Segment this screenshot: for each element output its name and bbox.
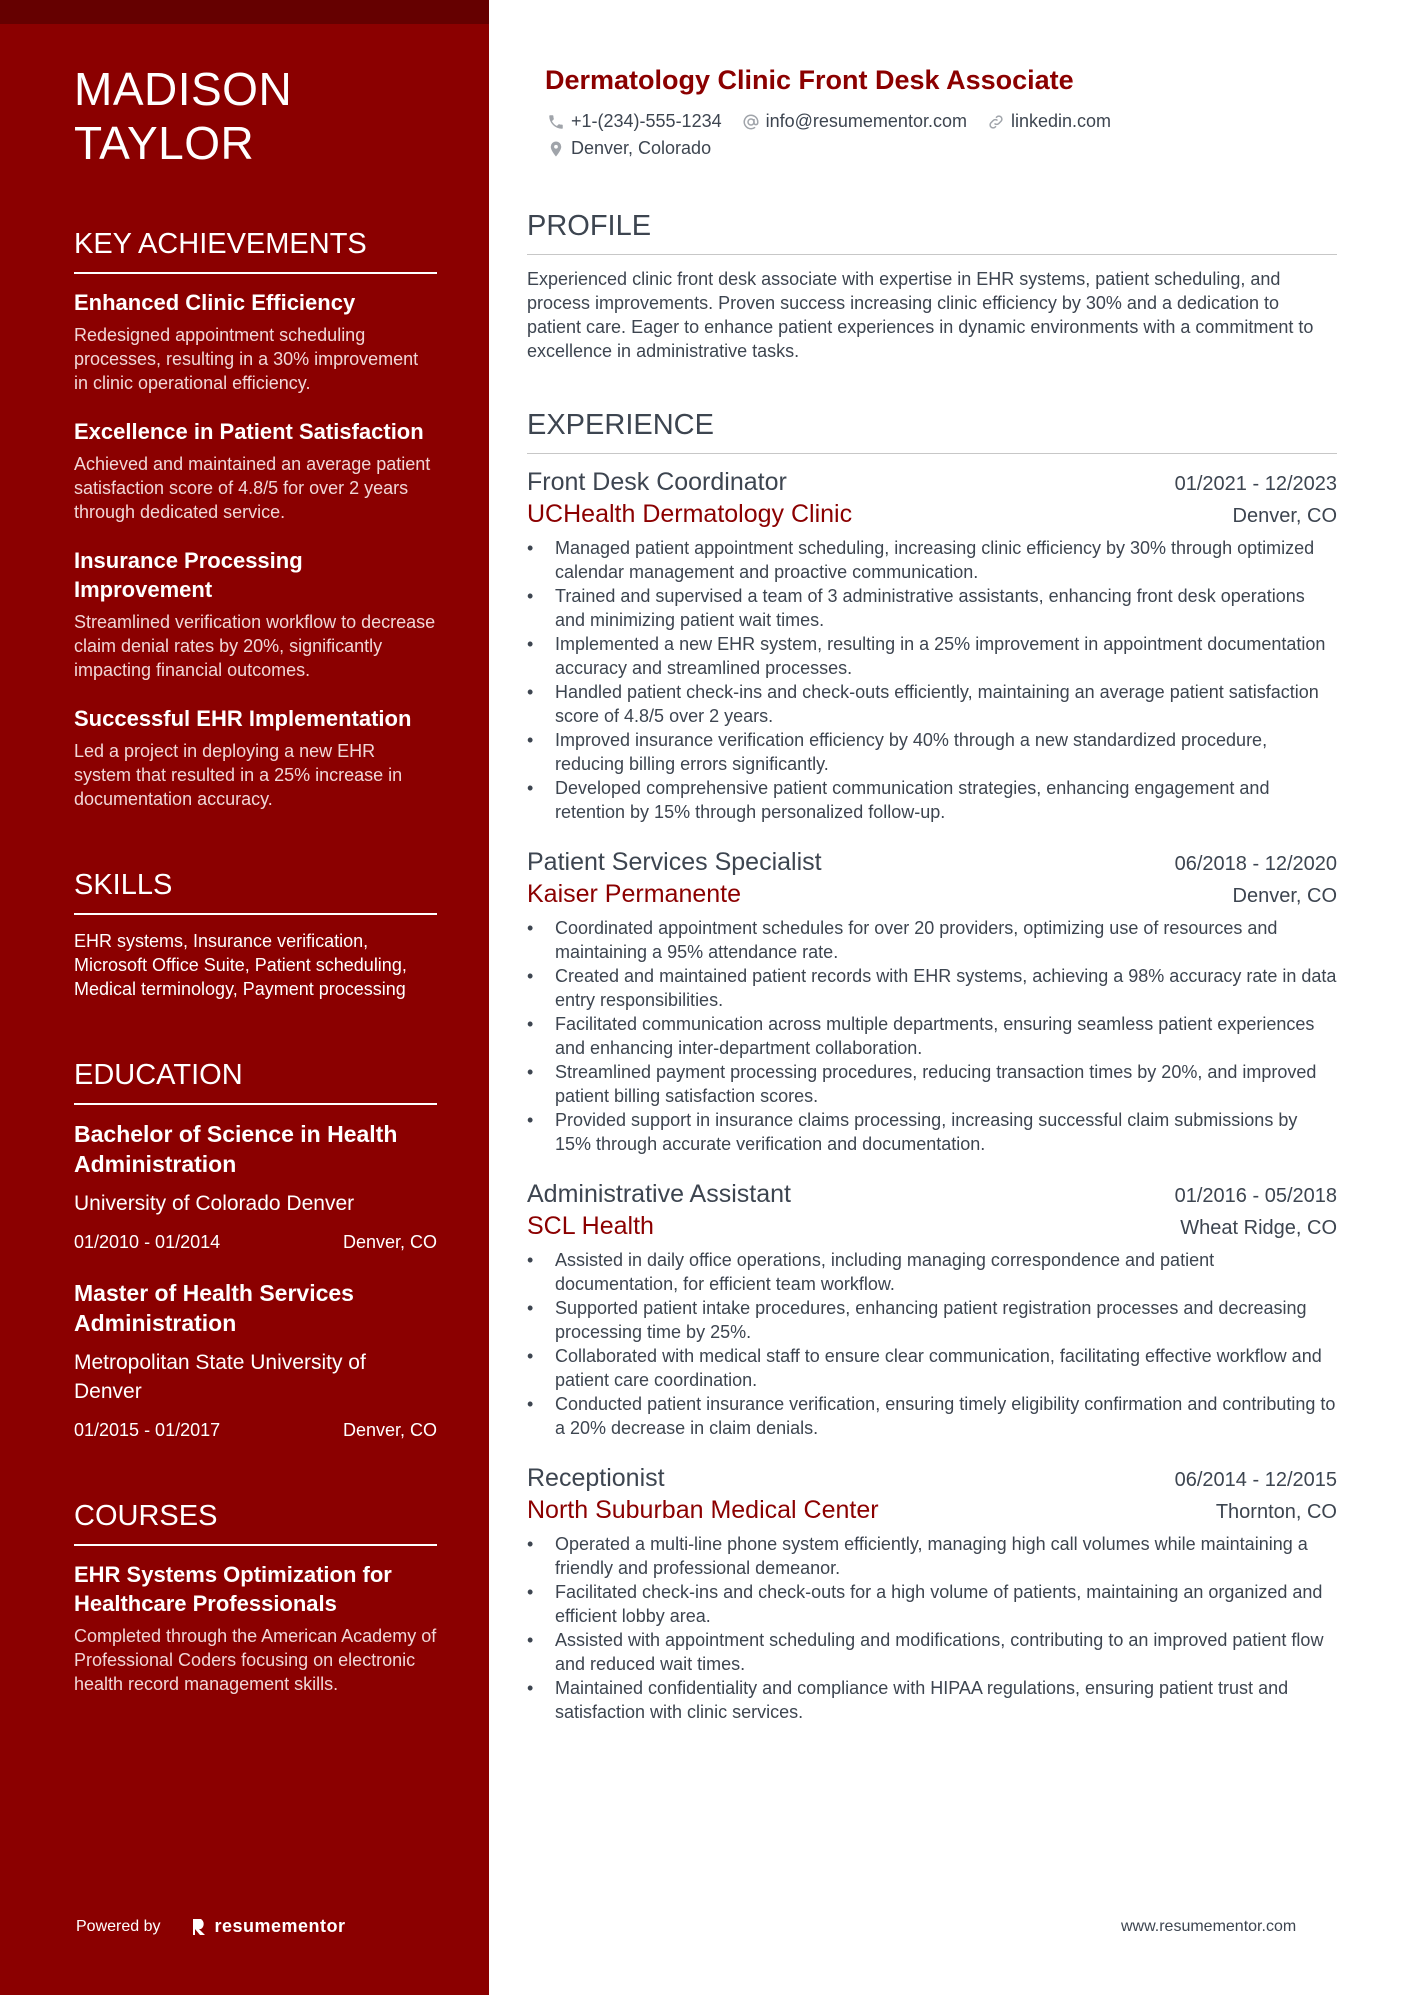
job-bullets xyxy=(527,536,1337,824)
job-item xyxy=(527,846,1337,1156)
achievement-desc: Led a project in deploying a new EHR system that resulted in a 25% increase in documentation accuracy. xyxy=(74,741,403,809)
main-content xyxy=(527,62,1337,1724)
job-company: Kaiser Permanente xyxy=(527,880,742,908)
education-school: University of Colorado Denver xyxy=(74,1192,355,1215)
experience-section xyxy=(527,407,1337,1724)
achievement-item xyxy=(74,704,437,811)
job-bullet: • Facilitated check-ins and check-outs for a high volume of patients, maintaining an organized and efficient lobby area. xyxy=(527,1580,1337,1628)
candidate-name xyxy=(74,62,437,170)
at-icon xyxy=(742,113,760,131)
job-bullet: • Improved insurance verification efficiency by 40% through a new standardized procedure, reducing billing errors significantly. xyxy=(527,728,1337,776)
job-bullet: • Coordinated appointment schedules for over 20 providers, optimizing use of resources and maintaining a 95% attendance rate. xyxy=(527,916,1337,964)
courses-section xyxy=(74,1498,437,1696)
job-company: SCL Health xyxy=(527,1212,654,1240)
job-company-row xyxy=(527,1494,1337,1526)
location-pin-icon xyxy=(547,140,565,158)
job-bullets xyxy=(527,1532,1337,1724)
course-title: EHR Systems Optimization for Healthcare Professionals xyxy=(74,1562,392,1616)
course-desc: Completed through the American Academy of Professional Coders focusing on electronic health record management skills. xyxy=(74,1626,437,1694)
job-bullet: • Assisted with appointment scheduling and modifications, contributing to an improved patient flow and reduced wait times. xyxy=(527,1628,1337,1676)
powered-by-label: Powered by xyxy=(76,1917,161,1935)
job-company-row xyxy=(527,1210,1337,1242)
job-bullet: • Operated a multi-line phone system efficiently, managing high call volumes while maintaining a friendly and professional demeanor. xyxy=(527,1532,1337,1580)
sidebar xyxy=(0,0,489,1995)
education-degree: Master of Health Services Administration xyxy=(74,1280,354,1336)
job-bullet: • Handled patient check-ins and check-outs efficiently, maintaining an average patient satisfaction score of 4.8/5 over 2 years. xyxy=(527,680,1337,728)
profile-section xyxy=(527,208,1337,363)
achievement-title: Enhanced Clinic Efficiency xyxy=(74,290,356,315)
course-item xyxy=(74,1560,437,1696)
powered-by xyxy=(76,1916,346,1937)
phone[interactable] xyxy=(547,108,722,135)
achievement-title: Successful EHR Implementation xyxy=(74,706,412,731)
job-header xyxy=(527,1462,1337,1494)
job-bullet: • Trained and supervised a team of 3 administrative assistants, enhancing front desk operations and minimizing patient wait times. xyxy=(527,584,1337,632)
achievement-title: Insurance Processing Improvement xyxy=(74,548,303,602)
achievement-desc: Achieved and maintained an average patient satisfaction score of 4.8/5 for over 2 years through dedicated service. xyxy=(74,454,431,522)
brand-name: resumementor xyxy=(214,1916,346,1936)
job-dates: 01/2021 - 12/2023 xyxy=(1174,473,1337,495)
job-bullet: • Developed comprehensive patient communication strategies, enhancing engagement and retention by 15% through personalized follow-up. xyxy=(527,776,1337,824)
achievement-item xyxy=(74,417,437,524)
education-dates: 01/2010 - 01/2014 xyxy=(74,1232,221,1252)
skills-section xyxy=(74,867,437,1001)
job-company: UCHealth Dermatology Clinic xyxy=(527,500,853,528)
job-dates: 01/2016 - 05/2018 xyxy=(1174,1185,1337,1207)
contact-info xyxy=(547,108,1337,162)
education-dates: 01/2015 - 01/2017 xyxy=(74,1420,221,1440)
job-role: Patient Services Specialist xyxy=(527,848,822,876)
achievements-section xyxy=(74,226,437,811)
location xyxy=(547,135,711,162)
email-text: info@resumementor.com xyxy=(765,111,967,131)
education-heading: EDUCATION xyxy=(74,1057,437,1105)
job-bullet: • Assisted in daily office operations, including managing correspondence and patient documentation, for efficient team workflow. xyxy=(527,1248,1337,1296)
job-item xyxy=(527,1462,1337,1724)
experience-heading: EXPERIENCE xyxy=(527,407,1337,454)
profile-heading: PROFILE xyxy=(527,208,1337,255)
job-header xyxy=(527,1178,1337,1210)
education-location: Denver, CO xyxy=(342,1420,437,1440)
job-bullet: • Provided support in insurance claims processing, increasing successful claim submissions by 15% through accurate verification and documentation. xyxy=(527,1108,1337,1156)
job-location: Denver, CO xyxy=(1232,885,1337,907)
phone-icon xyxy=(547,113,565,131)
job-bullet: • Created and maintained patient records with EHR systems, achieving a 98% accuracy rate in data entry responsibilities. xyxy=(527,964,1337,1012)
job-location: Thornton, CO xyxy=(1215,1501,1337,1523)
job-location: Denver, CO xyxy=(1232,505,1337,527)
education-location: Denver, CO xyxy=(342,1232,437,1252)
education-school: Metropolitan State University of Denver xyxy=(74,1351,366,1403)
achievements-heading: KEY ACHIEVEMENTS xyxy=(74,226,437,274)
job-bullet: • Maintained confidentiality and compliance with HIPAA regulations, ensuring patient trust and satisfaction with clinic services. xyxy=(527,1676,1337,1724)
job-dates: 06/2018 - 12/2020 xyxy=(1174,853,1337,875)
job-header xyxy=(527,466,1337,498)
education-degree: Bachelor of Science in Health Administration xyxy=(74,1121,398,1177)
job-bullet: • Supported patient intake procedures, enhancing patient registration processes and decreasing processing time by 25%. xyxy=(527,1296,1337,1344)
linkedin-text: linkedin.com xyxy=(1010,111,1112,131)
headline: Dermatology Clinic Front Desk Associate xyxy=(545,65,1074,95)
job-bullet: • Collaborated with medical staff to ensure clear communication, facilitating effective workflow and patient care coordination. xyxy=(527,1344,1337,1392)
email[interactable] xyxy=(742,108,967,135)
job-company: North Suburban Medical Center xyxy=(527,1496,879,1524)
skills-heading: SKILLS xyxy=(74,867,437,915)
location-text: Denver, Colorado xyxy=(571,138,712,158)
job-role: Receptionist xyxy=(527,1464,665,1492)
linkedin[interactable] xyxy=(987,108,1111,135)
job-bullets xyxy=(527,916,1337,1156)
education-section xyxy=(74,1057,437,1442)
brand-logo[interactable] xyxy=(191,1916,346,1937)
job-company-row xyxy=(527,878,1337,910)
link-icon xyxy=(987,113,1005,131)
courses-heading: COURSES xyxy=(74,1498,437,1546)
job-bullet: • Facilitated communication across multiple departments, ensuring seamless patient experiences and enhancing inter-department collaboration. xyxy=(527,1012,1337,1060)
job-item xyxy=(527,1178,1337,1440)
footer-website[interactable]: www.resumementor.com xyxy=(1121,1918,1297,1935)
phone-text: +1-(234)-555-1234 xyxy=(571,111,722,131)
job-header xyxy=(527,846,1337,878)
education-item xyxy=(74,1119,437,1254)
job-role: Administrative Assistant xyxy=(527,1180,791,1208)
achievement-item xyxy=(74,288,437,395)
job-item xyxy=(527,466,1337,824)
skills-list: EHR systems, Insurance verification, Microsoft Office Suite, Patient scheduling, Medical terminology, Payment processing xyxy=(74,931,407,999)
last-name: TAYLOR xyxy=(74,117,255,169)
job-bullet: • Implemented a new EHR system, resulting in a 25% improvement in appointment documentation accuracy and streamlined processes. xyxy=(527,632,1337,680)
education-meta xyxy=(74,1418,437,1442)
education-meta xyxy=(74,1230,437,1254)
job-company-row xyxy=(527,498,1337,530)
education-item xyxy=(74,1278,437,1442)
achievement-title: Excellence in Patient Satisfaction xyxy=(74,419,424,444)
job-bullet: • Managed patient appointment scheduling, increasing clinic efficiency by 30% through optimized calendar management and proactive communication. xyxy=(527,536,1337,584)
resumementor-logo-icon xyxy=(191,1917,209,1937)
sidebar-top-strip xyxy=(0,0,489,24)
job-bullet: • Streamlined payment processing procedures, reducing transaction times by 20%, and improved patient billing satisfaction scores. xyxy=(527,1060,1337,1108)
job-dates: 06/2014 - 12/2015 xyxy=(1174,1469,1337,1491)
first-name: MADISON xyxy=(74,63,293,115)
job-bullet: • Conducted patient insurance verification, ensuring timely eligibility confirmation and contributing to a 20% decrease in claim denials. xyxy=(527,1392,1337,1440)
achievement-item xyxy=(74,546,437,682)
job-role: Front Desk Coordinator xyxy=(527,468,787,496)
achievement-desc: Redesigned appointment scheduling processes, resulting in a 30% improvement in clinic operational efficiency. xyxy=(74,325,419,393)
profile-text: Experienced clinic front desk associate with expertise in EHR systems, patient scheduling, and process improvements. Proven success increasing clinic efficiency by 30% and a dedication to patient care. Eager to enhance patient experiences in dynamic environments with a commitment to excellence in administrative tasks. xyxy=(527,269,1314,361)
achievement-desc: Streamlined verification workflow to decrease claim denial rates by 20%, significantly impacting financial outcomes. xyxy=(74,612,436,680)
job-bullets xyxy=(527,1248,1337,1440)
job-location: Wheat Ridge, CO xyxy=(1180,1217,1337,1239)
